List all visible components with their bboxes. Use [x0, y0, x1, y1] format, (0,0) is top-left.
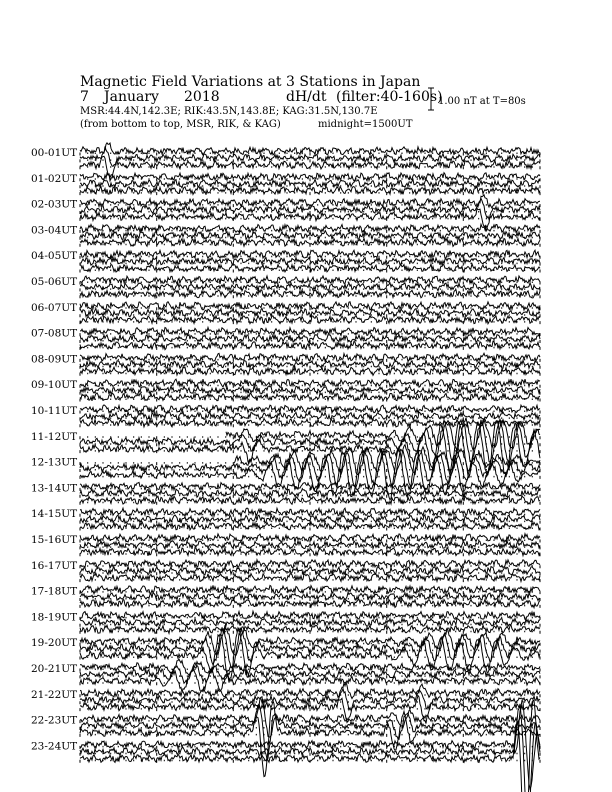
minute-ticks-04-05UT-KAG — [80, 256, 540, 259]
hour-label-14-15UT: 14-15UT — [31, 508, 78, 521]
date-year: 2018 — [184, 89, 220, 105]
minute-ticks-20-21UT-RIK — [80, 675, 540, 678]
minute-ticks-04-05UT-MSR — [80, 270, 540, 273]
hour-row-16-17UT — [80, 560, 540, 582]
order-note: (from bottom to top, MSR, RIK, & KAG) — [80, 119, 281, 130]
hour-label-02-03UT: 02-03UT — [31, 198, 78, 211]
minute-ticks-14-15UT-KAG — [80, 514, 540, 517]
minute-ticks-15-16UT-MSR — [80, 553, 540, 556]
date-day: 7 — [80, 89, 89, 105]
hour-row-08-09UT — [80, 353, 540, 375]
hour-row-10-11UT — [80, 405, 540, 427]
hour-label-04-05UT: 04-05UT — [31, 250, 78, 263]
minute-ticks-07-08UT-MSR — [80, 347, 540, 350]
hour-row-01-02UT — [80, 173, 540, 195]
hour-label-10-11UT: 10-11UT — [31, 405, 78, 417]
hour-label-19-20UT: 19-20UT — [31, 637, 78, 650]
hour-label-03-04UT: 03-04UT — [31, 224, 78, 237]
hour-row-15-16UT — [80, 534, 540, 557]
minute-ticks-07-08UT-RIK — [80, 340, 540, 343]
minute-ticks-02-03UT-MSR — [80, 218, 540, 221]
hour-row-09-10UT — [80, 379, 540, 401]
trace-23-24UT-KAG — [80, 700, 540, 789]
chart-header — [80, 74, 443, 130]
minute-ticks-08-09UT-RIK — [80, 366, 540, 369]
trace-12-13UT-RIK — [80, 450, 540, 488]
minute-ticks-00-01UT-RIK — [80, 159, 540, 162]
minute-ticks-22-23UT-MSR — [80, 734, 540, 737]
minute-ticks-16-17UT-RIK — [80, 572, 540, 575]
hour-label-20-21UT: 20-21UT — [31, 663, 78, 675]
hour-row-13-14UT — [80, 482, 540, 504]
filter-label: (filter:40-160s) — [336, 89, 443, 105]
minute-ticks-10-11UT-RIK — [80, 417, 540, 420]
minute-ticks-09-10UT-RIK — [80, 392, 540, 395]
minute-ticks-06-07UT-KAG — [80, 307, 540, 310]
minute-ticks-04-05UT-RIK — [80, 263, 540, 266]
hour-label-05-06UT: 05-06UT — [31, 276, 78, 288]
hour-row-03-04UT — [80, 224, 540, 246]
hour-label-23-24UT: 23-24UT — [31, 740, 78, 753]
hour-row-02-03UT — [80, 195, 540, 230]
minute-ticks-19-20UT-MSR — [80, 657, 540, 660]
minute-ticks-20-21UT-MSR — [80, 682, 540, 685]
quantity-label: dH/dt — [286, 89, 327, 105]
hour-label-18-19UT: 18-19UT — [31, 611, 78, 624]
minute-ticks-13-14UT-RIK — [80, 495, 540, 498]
scale-bar — [428, 88, 526, 110]
minute-ticks-15-16UT-KAG — [80, 540, 540, 543]
minute-ticks-10-11UT-MSR — [80, 424, 540, 427]
minute-ticks-17-18UT-KAG — [80, 591, 540, 594]
minute-ticks-00-01UT-MSR — [80, 166, 540, 169]
hour-label-11-12UT: 11-12UT — [31, 430, 78, 443]
hour-label-17-18UT: 17-18UT — [31, 585, 78, 598]
trace-19-20UT-MSR — [80, 628, 540, 683]
hour-label-21-22UT: 21-22UT — [31, 688, 78, 701]
trace-00-01UT-RIK — [80, 146, 540, 166]
hour-label-16-17UT: 16-17UT — [31, 559, 78, 572]
minute-ticks-06-07UT-MSR — [80, 321, 540, 324]
hour-label-00-01UT: 00-01UT — [31, 147, 78, 159]
hour-row-18-19UT — [80, 611, 540, 633]
hour-row-04-05UT — [80, 250, 540, 272]
minute-ticks-01-02UT-RIK — [80, 185, 540, 188]
hour-row-17-18UT — [80, 585, 540, 608]
hour-label-13-14UT: 13-14UT — [31, 482, 78, 495]
hour-label-22-23UT: 22-23UT — [31, 714, 78, 727]
minute-ticks-13-14UT-KAG — [80, 488, 540, 491]
date-month: January — [104, 89, 159, 105]
traces — [80, 143, 540, 792]
hour-label-15-16UT: 15-16UT — [31, 534, 78, 546]
hour-row-06-07UT — [80, 302, 540, 324]
hour-row-14-15UT — [80, 508, 540, 530]
hour-row-23-24UT — [80, 700, 540, 792]
hour-label-01-02UT: 01-02UT — [31, 172, 78, 185]
minute-ticks-18-19UT-RIK — [80, 624, 540, 627]
minute-ticks-03-04UT-MSR — [80, 244, 540, 247]
minute-ticks-10-11UT-KAG — [80, 411, 540, 414]
minute-ticks-05-06UT-MSR — [80, 295, 540, 298]
minute-ticks-00-01UT-KAG — [80, 153, 540, 156]
minute-ticks-18-19UT-MSR — [80, 631, 540, 634]
minute-ticks-14-15UT-RIK — [80, 521, 540, 524]
hour-labels — [31, 147, 77, 752]
minute-ticks-23-24UT-MSR — [80, 760, 540, 763]
minute-ticks-09-10UT-KAG — [80, 385, 540, 388]
stations-line: MSR:44.4N,142.3E; RIK:43.5N,143.8E; KAG:31.5N,130.7E — [80, 106, 378, 117]
hour-label-08-09UT: 08-09UT — [31, 353, 78, 366]
hour-label-07-08UT: 07-08UT — [31, 327, 78, 340]
minute-ticks-09-10UT-MSR — [80, 399, 540, 402]
minute-ticks-05-06UT-RIK — [80, 288, 540, 291]
hour-label-12-13UT: 12-13UT — [31, 456, 78, 469]
hour-label-06-07UT: 06-07UT — [31, 301, 78, 314]
minute-ticks-03-04UT-RIK — [80, 237, 540, 240]
minute-ticks-01-02UT-MSR — [80, 192, 540, 195]
minute-ticks-13-14UT-MSR — [80, 502, 540, 505]
hour-label-09-10UT: 09-10UT — [31, 379, 78, 392]
hour-row-05-06UT — [80, 276, 540, 298]
scale-label: 1.00 nT at T=80s — [438, 96, 526, 107]
minute-ticks-12-13UT-MSR — [80, 476, 540, 479]
minute-ticks-16-17UT-MSR — [80, 579, 540, 582]
hour-row-07-08UT — [80, 328, 540, 350]
minute-ticks-17-18UT-MSR — [80, 605, 540, 608]
chart-title: Magnetic Field Variations at 3 Stations in Japan — [80, 74, 421, 90]
midnight-note: midnight=1500UT — [318, 119, 413, 130]
minute-ticks-08-09UT-MSR — [80, 373, 540, 376]
